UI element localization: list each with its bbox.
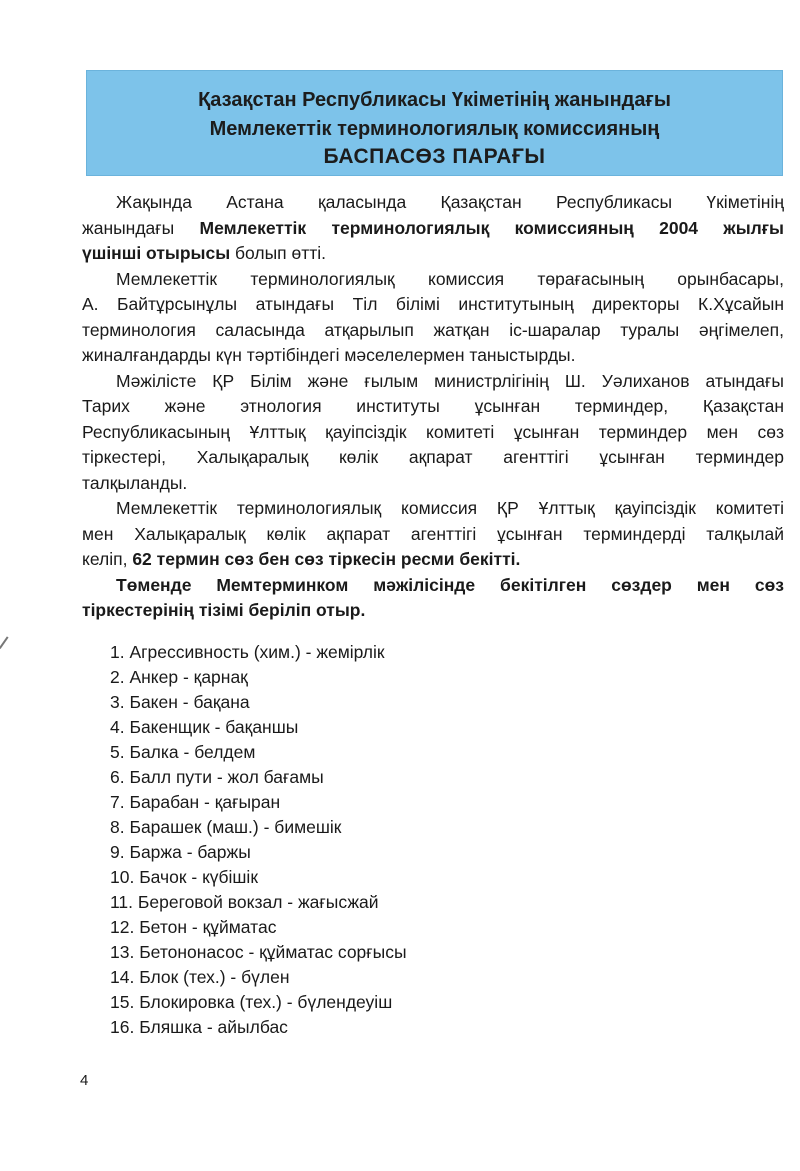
list-item: 4. Бакенщик - бақаншы [110,717,299,737]
header-line-2: Мемлекеттік терминологиялық комиссияның [209,118,660,140]
list-item: 10. Бачок - күбішік [110,867,258,887]
list-item: 15. Блокировка (тех.) - бүлендеуіш [110,992,393,1012]
list-item: 12. Бетон - құйматас [110,917,277,937]
header-line-1: Қазақстан Республикасы Үкіметінің жанындағы [198,89,671,111]
scan-mark [0,636,15,653]
paragraph-3-line: тіркестері, Халықаралық көлік ақпарат агенттігі ұсынған терминдер [82,447,784,467]
list-item: 16. Бляшка - айылбас [110,1017,288,1037]
page-number: 4 [80,1072,89,1089]
list-item: 9. Баржа - баржы [110,842,251,862]
paragraph-2-line: жиналғандарды күн тәртібіндегі мәселелермен таныстырды. [82,345,576,365]
terms-list [110,640,610,1040]
list-item: 2. Анкер - қарнақ [110,667,248,687]
paragraph-5-line: Төменде Мемтерминком мәжілісінде бекітілген сөздер мен сөз [116,574,784,595]
paragraph-1-line: үшінші отырысы болып өтті. [82,243,327,263]
paragraph-4-line: Мемлекеттік терминологиялық комиссия ҚР Ұлттық қауіпсіздік комитеті [116,498,784,518]
header-title: БАСПАСӨЗ ПАРАҒЫ [323,145,546,168]
list-item: 1. Агрессивность (хим.) - жемірлік [110,642,385,662]
list-item: 8. Барашек (маш.) - бимешік [110,817,342,837]
list-item: 3. Бакен - бақана [110,692,250,712]
paragraph-3-line: талқыланды. [82,472,188,493]
paragraph-4-line: мен Халықаралық көлік ақпарат агенттігі ұсынған терминдерді талқылай [82,523,784,544]
list-item: 11. Береговой вокзал - жағысжай [110,892,379,912]
press-release-header [86,70,783,176]
paragraph-2-line: А. Байтұрсынұлы атындағы Тіл білімі институтының директоры К.Хұсайын [82,294,784,314]
body-text [82,190,784,624]
list-item: 13. Бетононасос - құйматас сорғысы [110,942,407,962]
list-item: 14. Блок (тех.) - бүлен [110,967,290,987]
paragraph-3-line: Республикасының Ұлттық қауіпсіздік комитеті ұсынған терминдер мен сөз [82,421,784,442]
paragraph-2-line: терминология саласында атқарылып жатқан іс-шаралар туралы әңгімелеп, [82,319,784,340]
paragraph-5-line: тіркестерінің тізімі беріліп отыр. [82,600,366,620]
paragraph-1-line: Жақында Астана қаласында Қазақстан Республикасы Үкіметінің [116,192,784,212]
paragraph-3-line: Мәжілісте ҚР Білім және ғылым министрлігінің Ш. Уәлиханов атындағы [116,370,784,391]
list-item: 6. Балл пути - жол бағамы [110,767,324,787]
paragraph-2-line: Мемлекеттік терминологиялық комиссия төрағасының орынбасары, [116,268,784,289]
paragraph-3-line: Тарих және этнология институты ұсынған терминдер, Қазақстан [82,396,784,416]
paragraph-1-line: жанындағы Мемлекеттік терминологиялық комиссияның 2004 жылғы [82,217,784,238]
list-item: 5. Балка - белдем [110,742,256,762]
paragraph-4-line: келіп, 62 термин сөз бен сөз тіркесін ресми бекітті. [82,549,521,569]
list-item: 7. Барабан - қағыран [110,792,281,812]
